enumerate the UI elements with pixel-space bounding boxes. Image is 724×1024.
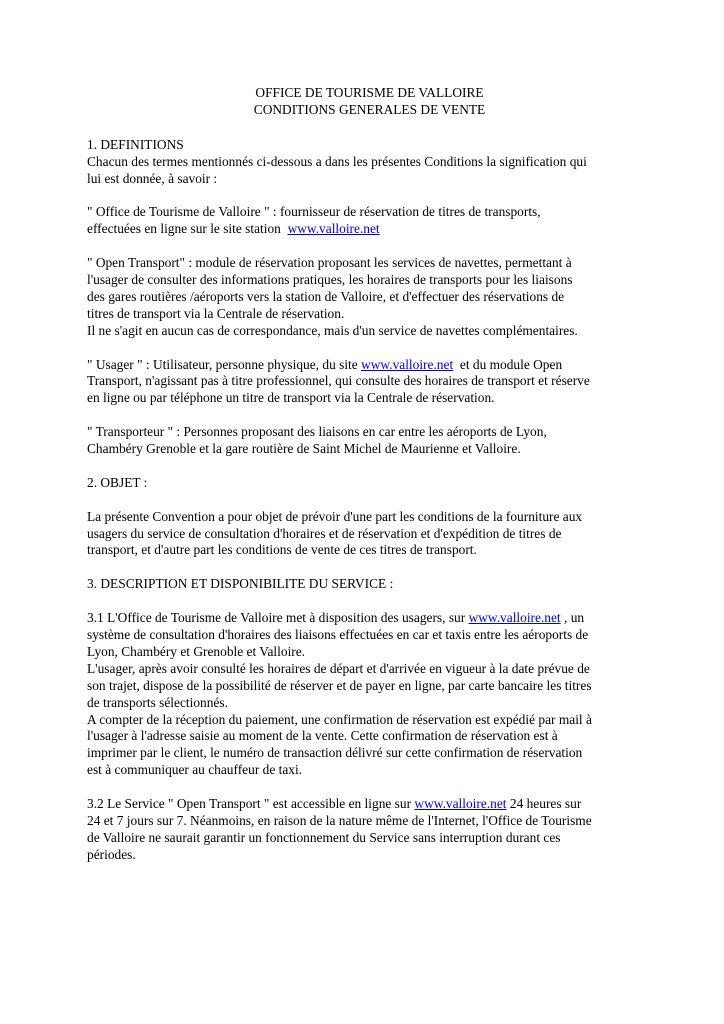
definition-open-transport: [87, 255, 652, 340]
paragraph-text: 24 heures sur: [509, 796, 582, 812]
document-header: [87, 85, 652, 119]
paragraph-line: A compter de la réception du paiement, une confirmation de réservation est expédié par mail à: [87, 711, 592, 727]
paragraph-line: " Office de Tourisme de Valloire " : fournisseur de réservation de titres de transports,: [87, 204, 541, 220]
document-title: OFFICE DE TOURISME DE VALLOIRE: [255, 85, 484, 100]
valloire-link[interactable]: www.valloire.net: [468, 610, 561, 626]
paragraph-line: 24 et 7 jours sur 7. Néanmoins, en raison de la nature même de l'Internet, l'Office de Tourisme: [87, 812, 592, 828]
section-description-heading: [87, 576, 652, 593]
paragraph-3-1: [87, 610, 652, 779]
paragraph-text: 3.1 L'Office de Tourisme de Valloire met à disposition des usagers, sur: [87, 610, 466, 626]
paragraph-line: " Open Transport" : module de réservation proposant les services de navettes, permettant à: [87, 255, 572, 271]
section-objet-body: [87, 509, 652, 560]
paragraph-text: 3.2 Le Service " Open Transport " est accessible en ligne sur: [87, 796, 412, 812]
section-objet-heading: [87, 475, 652, 492]
paragraph-line: Transport, n'agissant pas à titre professionnel, qui consulte des horaires de transport et réserve: [87, 373, 590, 389]
paragraph-line: système de consultation d'horaires des liaisons effectuées en car et taxis entre les aéroports de: [87, 626, 589, 642]
valloire-link[interactable]: www.valloire.net: [361, 356, 454, 372]
paragraph-line: l'usager à l'adresse saisie au moment de la vente. Cette confirmation de réservation est à: [87, 728, 558, 744]
paragraph-line: " Transporteur " : Personnes proposant des liaisons en car entre les aéroports de Lyon,: [87, 424, 547, 440]
paragraph-line: Chambéry Grenoble et la gare routière de Saint Michel de Maurienne et Valloire.: [87, 441, 521, 457]
paragraph-text: , un: [564, 610, 585, 626]
document-subtitle: CONDITIONS GENERALES DE VENTE: [253, 101, 486, 117]
paragraph-text: et du module Open: [459, 356, 563, 372]
paragraph-line: est à communiquer au chauffeur de taxi.: [87, 762, 303, 778]
paragraph-line: des gares routières /aéroports vers la station de Valloire, et d'effectuer des réservations de: [87, 288, 565, 304]
section-heading: 1. DEFINITIONS: [87, 136, 184, 152]
paragraph-line: Lyon, Chambéry et Grenoble et Valloire.: [87, 643, 306, 659]
paragraph-text: effectuées en ligne sur le site station: [87, 221, 281, 237]
definition-office: [87, 204, 652, 238]
paragraph-line: Il ne s'agit en aucun cas de correspondance, mais d'un service de navettes complémentaires.: [87, 322, 578, 338]
paragraph-line: imprimer par le client, le numéro de transaction délivré sur cette confirmation de réservation: [87, 745, 583, 761]
paragraph-line: de transports sélectionnés.: [87, 694, 228, 710]
paragraph-line: de Valloire ne saurait garantir un fonctionnement du Service sans interruption durant ces: [87, 829, 561, 845]
paragraph-line: périodes.: [87, 846, 136, 862]
paragraph-line: titres de transport via la Centrale de réservation.: [87, 305, 345, 321]
document-page: [87, 85, 652, 881]
paragraph-line: usagers du service de consultation d'horaires et de réservation et d'expédition de titres de: [87, 525, 562, 541]
paragraph-line: en ligne ou par téléphone un titre de transport via la Centrale de réservation.: [87, 390, 495, 406]
definition-usager: [87, 357, 652, 408]
paragraph-line: [87, 796, 652, 813]
paragraph-3-2: [87, 796, 652, 864]
paragraph-text: " Usager " : Utilisateur, personne physique, du site: [87, 356, 358, 372]
paragraph-line: l'usager de consulter des informations pratiques, les horaires de transports pour les liaisons: [87, 272, 573, 288]
paragraph-line: Chacun des termes mentionnés ci-dessous a dans les présentes Conditions la signification qui: [87, 153, 587, 169]
valloire-link[interactable]: www.valloire.net: [414, 796, 507, 812]
paragraph-line: [87, 357, 652, 374]
valloire-link[interactable]: www.valloire.net: [287, 221, 380, 237]
paragraph-line: La présente Convention a pour objet de prévoir d'une part les conditions de la fourniture aux: [87, 508, 583, 524]
definition-transporteur: [87, 424, 652, 458]
paragraph-line: [87, 610, 652, 627]
paragraph-line: [87, 221, 652, 238]
paragraph-line: son trajet, dispose de la possibilité de réserver et de payer en ligne, par carte bancaire les titres: [87, 677, 592, 693]
section-heading: 3. DESCRIPTION ET DISPONIBILITE DU SERVICE :: [87, 576, 394, 592]
paragraph-line: lui est donnée, à savoir :: [87, 170, 218, 186]
paragraph-line: transport, et d'autre part les conditions de vente de ces titres de transport.: [87, 542, 477, 558]
section-definitions: [87, 137, 652, 188]
section-heading: 2. OBJET :: [87, 474, 148, 490]
paragraph-line: L'usager, après avoir consulté les horaires de départ et d'arrivée en vigueur à la date prévue de: [87, 660, 590, 676]
